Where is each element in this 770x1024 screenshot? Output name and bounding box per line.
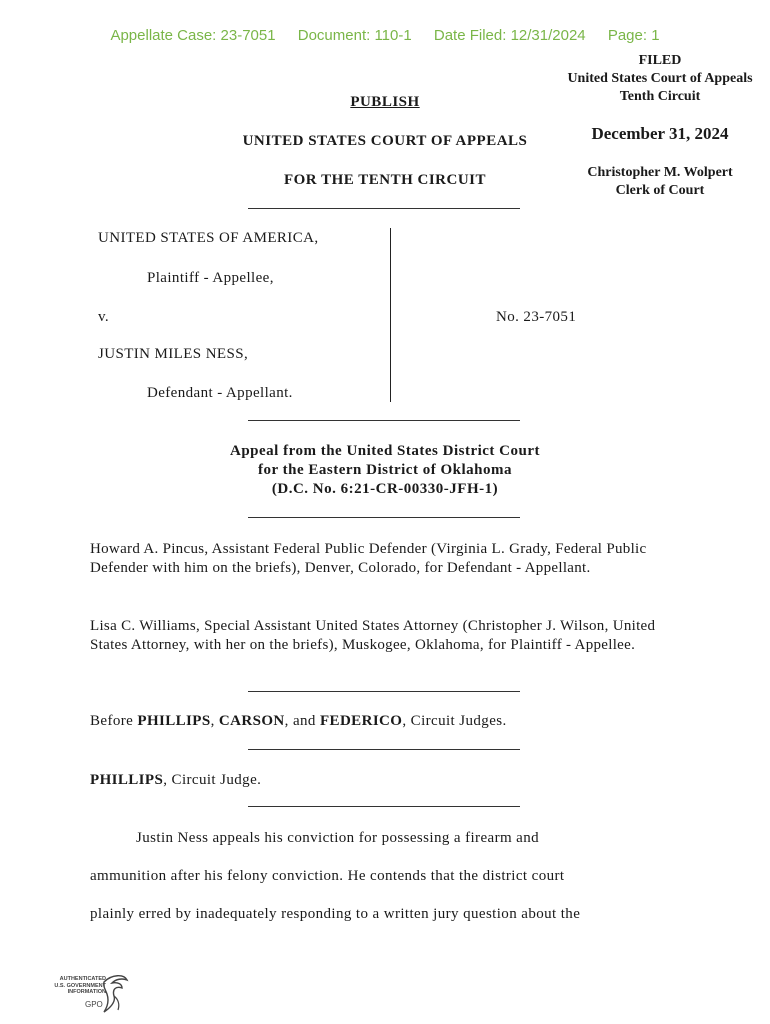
logo-line: U.S. GOVERNMENT bbox=[54, 982, 106, 989]
filed-court-line1: United States Court of Appeals bbox=[567, 71, 753, 86]
divider-rule bbox=[248, 517, 520, 518]
circuit-heading: FOR THE TENTH CIRCUIT bbox=[283, 172, 487, 188]
filed-stamp bbox=[550, 52, 770, 106]
court-heading: UNITED STATES COURT OF APPEALS bbox=[242, 133, 528, 149]
opinion-line: ammunition after his felony conviction. He contends that the district court bbox=[90, 868, 565, 884]
case-number: No. 23-7051 bbox=[496, 309, 577, 325]
panel-separator: , and bbox=[284, 713, 320, 729]
divider-rule bbox=[248, 420, 520, 421]
caption-divider bbox=[390, 228, 391, 402]
panel-before: Before bbox=[90, 713, 138, 729]
clerk-title: Clerk of Court bbox=[615, 183, 705, 198]
author-suffix: , Circuit Judge. bbox=[163, 772, 262, 788]
appeal-line2: for the Eastern District of Oklahoma bbox=[258, 462, 512, 478]
divider-rule bbox=[248, 208, 520, 209]
appeal-line1: Appeal from the United States District Court bbox=[229, 443, 541, 459]
plaintiff-role: Plaintiff - Appellee, bbox=[147, 270, 274, 286]
publish-heading: PUBLISH bbox=[350, 94, 420, 110]
eagle-icon bbox=[100, 972, 130, 1016]
versus: v. bbox=[98, 309, 110, 325]
panel-separator: , bbox=[210, 713, 219, 729]
plaintiff-name: UNITED STATES OF AMERICA, bbox=[98, 230, 319, 246]
logo-gpo: GPO bbox=[85, 1000, 103, 1009]
appeal-line3: (D.C. No. 6:21-CR-00330-JFH-1) bbox=[271, 481, 499, 497]
judge-name: FEDERICO bbox=[319, 713, 403, 729]
author-name: PHILLIPS bbox=[90, 772, 164, 788]
logo-line: INFORMATION bbox=[67, 989, 106, 995]
defendant-name: JUSTIN MILES NESS, bbox=[98, 346, 249, 362]
logo-text bbox=[42, 976, 106, 996]
divider-rule bbox=[248, 691, 520, 692]
filed-date: December 31, 2024 bbox=[591, 124, 729, 143]
filing-header-stamp bbox=[0, 27, 770, 44]
date-filed-stamp: Date Filed: 12/31/2024 bbox=[433, 27, 586, 44]
defendant-role: Defendant - Appellant. bbox=[147, 385, 293, 401]
page-number-stamp: Page: 1 bbox=[607, 27, 660, 44]
author-line bbox=[90, 772, 690, 789]
judge-name: CARSON bbox=[218, 713, 285, 729]
logo-line: AUTHENTICATED bbox=[59, 976, 106, 982]
opinion-line: plainly erred by inadequately responding to a written jury question about the bbox=[90, 906, 581, 922]
gpo-authentication-logo bbox=[42, 972, 132, 1018]
divider-rule bbox=[248, 806, 520, 807]
opinion-line: Justin Ness appeals his conviction for possessing a firearm and bbox=[136, 830, 540, 846]
appeal-block bbox=[170, 442, 600, 499]
appellant-counsel: Howard A. Pincus, Assistant Federal Public Defender (Virginia L. Grady, Federal Public Defender with him on the briefs), Denver, Colorado, for Defendant - Appellant. bbox=[90, 541, 647, 576]
appellee-counsel: Lisa C. Williams, Special Assistant United States Attorney (Christopher J. Wilson, United States Attorney, with her on the briefs), Muskogee, Oklahoma, for Plaintiff - Appellee. bbox=[90, 618, 656, 653]
panel-line bbox=[90, 713, 690, 730]
clerk-name: Christopher M. Wolpert bbox=[587, 165, 733, 180]
panel-suffix: , Circuit Judges. bbox=[402, 713, 507, 729]
case-number-stamp: Appellate Case: 23-7051 bbox=[110, 27, 276, 44]
filed-label: FILED bbox=[638, 53, 682, 68]
filed-court-line2: Tenth Circuit bbox=[619, 89, 701, 104]
judge-name: PHILLIPS bbox=[137, 713, 211, 729]
divider-rule bbox=[248, 749, 520, 750]
document-number-stamp: Document: 110-1 bbox=[297, 27, 412, 44]
clerk-block bbox=[550, 164, 770, 200]
